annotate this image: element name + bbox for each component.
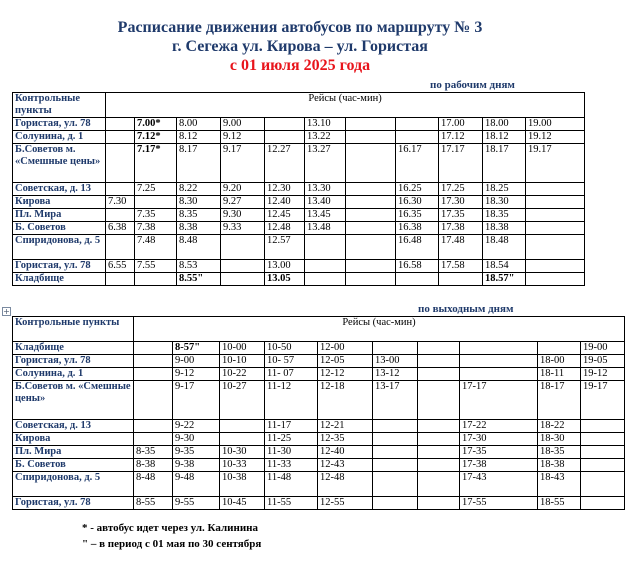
time-cell: 12-40	[318, 446, 373, 459]
table-row	[13, 342, 625, 355]
time-cell: 9.30	[221, 209, 265, 222]
time-cell	[106, 209, 135, 222]
time-cell: 17.38	[439, 222, 483, 235]
time-cell: 11-48	[265, 472, 318, 497]
time-cell: 8-48	[134, 472, 173, 497]
time-cell: 16.38	[396, 222, 439, 235]
stop-name: Б.Советов м. «Смешные цены»	[13, 381, 134, 420]
time-cell: 8.17	[177, 144, 221, 183]
time-cell: 10-00	[220, 342, 265, 355]
time-cell	[526, 273, 585, 286]
time-cell	[396, 273, 439, 286]
time-cell: 10- 57	[265, 355, 318, 368]
time-cell: 6.55	[106, 260, 135, 273]
time-cell: 19.17	[526, 144, 585, 183]
time-cell: 10-33	[220, 459, 265, 472]
time-cell: 9.12	[221, 131, 265, 144]
time-cell	[373, 342, 418, 355]
table-row	[13, 131, 585, 144]
time-cell	[265, 118, 305, 131]
table-row	[13, 235, 585, 260]
time-cell: 12-18	[318, 381, 373, 420]
table-row	[13, 420, 625, 433]
table-row	[13, 260, 585, 273]
time-cell: 9.20	[221, 183, 265, 196]
time-cell: 19-12	[581, 368, 625, 381]
time-cell: 12.40	[265, 196, 305, 209]
time-cell: 18.00	[483, 118, 526, 131]
time-cell: 6.38	[106, 222, 135, 235]
time-cell: 13.00	[265, 260, 305, 273]
table-row	[13, 459, 625, 472]
time-cell: 18.48	[483, 235, 526, 260]
time-cell: 18.12	[483, 131, 526, 144]
time-cell: 13.10	[305, 118, 346, 131]
time-cell	[418, 342, 460, 355]
time-cell: 8.30	[177, 196, 221, 209]
time-cell: 9-17	[173, 381, 220, 420]
time-cell: 17.58	[439, 260, 483, 273]
time-cell: 16.25	[396, 183, 439, 196]
table-row	[13, 222, 585, 235]
time-cell: 11-55	[265, 497, 318, 510]
time-cell: 10-30	[220, 446, 265, 459]
time-cell: 9.17	[221, 144, 265, 183]
stop-name: Пл. Мира	[13, 209, 106, 222]
time-cell	[106, 144, 135, 183]
time-cell	[418, 446, 460, 459]
time-cell: 16.17	[396, 144, 439, 183]
stop-name: Б.Советов м. «Смешные цены»	[13, 144, 106, 183]
stop-column-header: Контрольные пункты	[13, 93, 106, 118]
table-row	[13, 368, 625, 381]
time-cell: 9-12	[173, 368, 220, 381]
time-cell: 11-17	[265, 420, 318, 433]
note-quote: " – в период с 01 мая по 30 сентября	[82, 538, 262, 550]
time-cell	[418, 368, 460, 381]
effective-date: с 01 июля 2025 года	[229, 57, 371, 74]
time-cell: 19.12	[526, 131, 585, 144]
time-cell	[305, 260, 346, 273]
time-cell	[221, 273, 265, 286]
time-cell: 18.35	[483, 209, 526, 222]
time-cell	[346, 273, 396, 286]
time-cell	[134, 433, 173, 446]
time-cell	[581, 497, 625, 510]
time-cell: 12.48	[265, 222, 305, 235]
time-cell	[106, 118, 135, 131]
time-cell	[538, 342, 581, 355]
time-cell	[526, 209, 585, 222]
table-row	[13, 273, 585, 286]
time-cell: 12-55	[318, 497, 373, 510]
time-cell	[418, 420, 460, 433]
time-cell	[106, 183, 135, 196]
weekday-caption: по рабочим дням	[430, 79, 515, 91]
time-cell: 9-00	[173, 355, 220, 368]
table-row	[13, 472, 625, 497]
trips-column-header: Рейсы (час-мин)	[134, 317, 625, 342]
time-cell: 13-00	[373, 355, 418, 368]
time-cell	[220, 433, 265, 446]
time-cell: 8.00	[177, 118, 221, 131]
time-cell: 11-12	[265, 381, 318, 420]
time-cell: 11-30	[265, 446, 318, 459]
time-cell: 12.45	[265, 209, 305, 222]
trips-column-header: Рейсы (час-мин)	[106, 93, 585, 118]
time-cell: 13.48	[305, 222, 346, 235]
time-cell: 17-17	[460, 381, 538, 420]
time-cell	[418, 459, 460, 472]
time-cell	[106, 273, 135, 286]
time-cell: 18-55	[538, 497, 581, 510]
time-cell: 8.35	[177, 209, 221, 222]
table-row	[13, 446, 625, 459]
time-cell: 13.22	[305, 131, 346, 144]
table-row	[13, 381, 625, 420]
time-cell	[396, 118, 439, 131]
time-cell: 8-57"	[173, 342, 220, 355]
time-cell: 9.00	[221, 118, 265, 131]
table-row	[13, 355, 625, 368]
time-cell	[526, 260, 585, 273]
time-cell: 17.25	[439, 183, 483, 196]
time-cell: 11- 07	[265, 368, 318, 381]
time-cell	[221, 260, 265, 273]
time-cell: 17-22	[460, 420, 538, 433]
time-cell: 18-38	[538, 459, 581, 472]
time-cell	[526, 222, 585, 235]
time-cell	[220, 420, 265, 433]
time-cell: 13.05	[265, 273, 305, 286]
table-row	[13, 497, 625, 510]
stop-name: Б. Советов	[13, 459, 134, 472]
time-cell: 19-00	[581, 342, 625, 355]
time-cell: 12.30	[265, 183, 305, 196]
time-cell	[418, 381, 460, 420]
time-cell: 9.33	[221, 222, 265, 235]
time-cell: 18-22	[538, 420, 581, 433]
table-row	[13, 118, 585, 131]
time-cell: 16.48	[396, 235, 439, 260]
time-cell: 7.38	[135, 222, 177, 235]
route-subtitle: г. Сегежа ул. Кирова – ул. Гористая	[172, 38, 428, 55]
note-asterisk: * - автобус идет через ул. Калинина	[82, 522, 259, 534]
time-cell: 9-30	[173, 433, 220, 446]
time-cell	[460, 355, 538, 368]
time-cell	[581, 446, 625, 459]
time-cell: 12-43	[318, 459, 373, 472]
time-cell: 9-38	[173, 459, 220, 472]
time-cell: 18-00	[538, 355, 581, 368]
time-cell: 17-30	[460, 433, 538, 446]
stop-name: Гористая, ул. 78	[13, 497, 134, 510]
time-cell	[418, 433, 460, 446]
time-cell: 18.17	[483, 144, 526, 183]
time-cell: 7.30	[106, 196, 135, 209]
time-cell: 17-55	[460, 497, 538, 510]
time-cell	[221, 235, 265, 260]
time-cell	[265, 131, 305, 144]
time-cell: 17-35	[460, 446, 538, 459]
time-cell: 16.35	[396, 209, 439, 222]
time-cell: 9-48	[173, 472, 220, 497]
time-cell: 17.00	[439, 118, 483, 131]
time-cell: 18-11	[538, 368, 581, 381]
weekend-caption: по выходным дням	[418, 303, 514, 315]
time-cell	[346, 222, 396, 235]
time-cell: 7.35	[135, 209, 177, 222]
time-cell: 9-55	[173, 497, 220, 510]
table-row	[13, 196, 585, 209]
time-cell: 17.35	[439, 209, 483, 222]
weekday-timetable	[12, 92, 585, 286]
time-cell	[373, 497, 418, 510]
time-cell: 8.55"	[177, 273, 221, 286]
time-cell: 13.30	[305, 183, 346, 196]
stop-name: Гористая, ул. 78	[13, 118, 106, 131]
time-cell: 19.00	[526, 118, 585, 131]
time-cell	[373, 446, 418, 459]
time-cell: 18.25	[483, 183, 526, 196]
time-cell: 9-22	[173, 420, 220, 433]
time-cell	[373, 433, 418, 446]
time-cell	[346, 235, 396, 260]
time-cell	[460, 342, 538, 355]
time-cell: 17-38	[460, 459, 538, 472]
time-cell	[581, 459, 625, 472]
stop-name: Советская, д. 13	[13, 420, 134, 433]
time-cell: 8-35	[134, 446, 173, 459]
time-cell	[346, 118, 396, 131]
time-cell	[418, 497, 460, 510]
stop-name: Кирова	[13, 433, 134, 446]
time-cell: 12-21	[318, 420, 373, 433]
time-cell: 18-30	[538, 433, 581, 446]
time-cell: 17.48	[439, 235, 483, 260]
time-cell	[460, 368, 538, 381]
time-cell: 17.17	[439, 144, 483, 183]
time-cell	[346, 131, 396, 144]
stop-name: Советская, д. 13	[13, 183, 106, 196]
time-cell	[526, 235, 585, 260]
time-cell	[581, 433, 625, 446]
time-cell: 16.58	[396, 260, 439, 273]
time-cell: 13.40	[305, 196, 346, 209]
time-cell: 17-43	[460, 472, 538, 497]
time-cell	[373, 472, 418, 497]
time-cell: 10-45	[220, 497, 265, 510]
stop-name: Спиридонова, д. 5	[13, 235, 106, 260]
time-cell	[106, 235, 135, 260]
time-cell	[418, 355, 460, 368]
time-cell	[134, 420, 173, 433]
time-cell: 18.57"	[483, 273, 526, 286]
time-cell: 9.27	[221, 196, 265, 209]
time-cell	[346, 196, 396, 209]
time-cell	[346, 209, 396, 222]
time-cell: 9-35	[173, 446, 220, 459]
weekend-timetable	[12, 316, 625, 510]
time-cell	[134, 368, 173, 381]
time-cell: 10-50	[265, 342, 318, 355]
time-cell: 11-25	[265, 433, 318, 446]
time-cell: 12-35	[318, 433, 373, 446]
time-cell: 7.48	[135, 235, 177, 260]
time-cell: 19-17	[581, 381, 625, 420]
time-cell	[581, 420, 625, 433]
time-cell: 18.54	[483, 260, 526, 273]
stop-name: Кладбище	[13, 273, 106, 286]
time-cell: 12-00	[318, 342, 373, 355]
time-cell: 18.38	[483, 222, 526, 235]
page-title: Расписание движения автобусов по маршруту № 3	[117, 19, 483, 36]
time-cell	[134, 355, 173, 368]
time-cell: 18-43	[538, 472, 581, 497]
time-cell: 8.53	[177, 260, 221, 273]
time-cell	[135, 196, 177, 209]
time-cell: 19-05	[581, 355, 625, 368]
time-cell	[134, 342, 173, 355]
table-row	[13, 144, 585, 183]
time-cell: 13.45	[305, 209, 346, 222]
time-cell	[135, 273, 177, 286]
time-cell: 7.55	[135, 260, 177, 273]
time-cell	[305, 235, 346, 260]
time-cell: 13.27	[305, 144, 346, 183]
time-cell: 18-35	[538, 446, 581, 459]
time-cell	[346, 144, 396, 183]
time-cell: 13-17	[373, 381, 418, 420]
time-cell: 8.22	[177, 183, 221, 196]
time-cell	[396, 131, 439, 144]
table-row	[13, 183, 585, 196]
stop-name: Спиридонова, д. 5	[13, 472, 134, 497]
time-cell: 17.12	[439, 131, 483, 144]
stop-name: Кладбище	[13, 342, 134, 355]
time-cell	[581, 472, 625, 497]
time-cell	[526, 196, 585, 209]
time-cell: 12.57	[265, 235, 305, 260]
time-cell: 10-22	[220, 368, 265, 381]
time-cell: 12-12	[318, 368, 373, 381]
time-cell: 18-17	[538, 381, 581, 420]
table-row	[13, 433, 625, 446]
time-cell: 12-48	[318, 472, 373, 497]
time-cell: 16.30	[396, 196, 439, 209]
time-cell: 8.48	[177, 235, 221, 260]
stop-name: Солунина, д. 1	[13, 131, 106, 144]
time-cell	[373, 420, 418, 433]
stop-name: Гористая, ул. 78	[13, 260, 106, 273]
time-cell: 10-27	[220, 381, 265, 420]
time-cell: 13-12	[373, 368, 418, 381]
table-move-handle-icon[interactable]: +	[3, 307, 10, 316]
time-cell	[134, 381, 173, 420]
stop-name: Кирова	[13, 196, 106, 209]
time-cell	[439, 273, 483, 286]
time-cell: 8.38	[177, 222, 221, 235]
time-cell: 7.12*	[135, 131, 177, 144]
time-cell: 12.27	[265, 144, 305, 183]
time-cell	[373, 459, 418, 472]
table-row	[13, 209, 585, 222]
time-cell: 10-38	[220, 472, 265, 497]
time-cell: 12-05	[318, 355, 373, 368]
time-cell: 8.12	[177, 131, 221, 144]
stop-column-header: Контрольные пункты	[13, 317, 134, 342]
stop-name: Пл. Мира	[13, 446, 134, 459]
time-cell: 17.30	[439, 196, 483, 209]
stop-name: Гористая, ул. 78	[13, 355, 134, 368]
time-cell: 11-33	[265, 459, 318, 472]
time-cell: 7.25	[135, 183, 177, 196]
time-cell: 8-55	[134, 497, 173, 510]
time-cell	[346, 260, 396, 273]
stop-name: Б. Советов	[13, 222, 106, 235]
time-cell	[346, 183, 396, 196]
time-cell: 8-38	[134, 459, 173, 472]
time-cell: 18.30	[483, 196, 526, 209]
time-cell	[305, 273, 346, 286]
time-cell	[418, 472, 460, 497]
stop-name: Солунина, д. 1	[13, 368, 134, 381]
time-cell	[526, 183, 585, 196]
time-cell: 10-10	[220, 355, 265, 368]
time-cell	[106, 131, 135, 144]
time-cell: 7.00*	[135, 118, 177, 131]
time-cell: 7.17*	[135, 144, 177, 183]
